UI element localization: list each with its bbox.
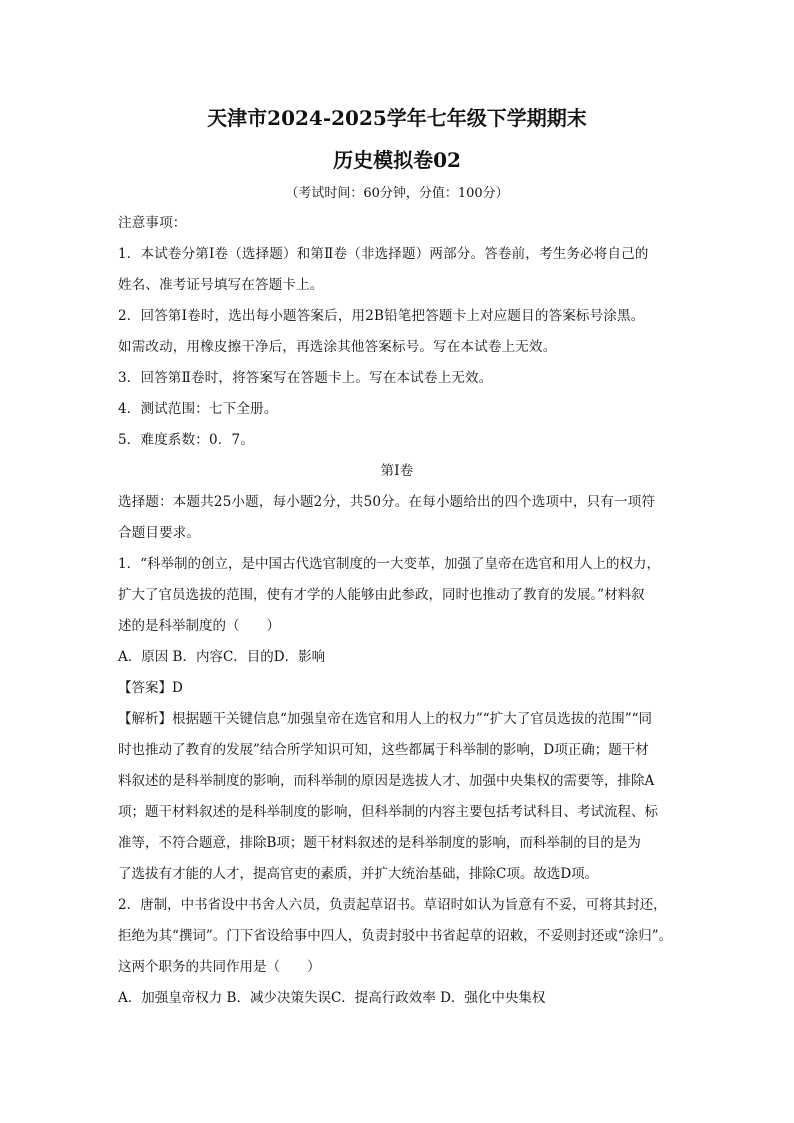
question-1-analysis-line: 时也推动了教育的发展”结合所学知识可知，这些都属于科举制的影响，D项正确；题干材: [118, 742, 649, 758]
question-1-options: A．原因 B．内容C．目的D．影响: [118, 649, 326, 665]
instruction-line: 5．难度系数：0．7。: [118, 432, 254, 448]
question-2-options: A．加强皇帝权力 B．减少决策失误C．提高行政效率 D．强化中央集权: [118, 990, 546, 1006]
exam-info: （考试时间：60分钟，分值：100分）: [285, 186, 509, 201]
instruction-line: 如需改动，用橡皮擦干净后，再选涂其他答案标号。写在本试卷上无效。: [118, 339, 557, 355]
instruction-line: 4．测试范围：七下全册。: [118, 401, 278, 417]
section-intro-line: 选择题：本题共25小题，每小题2分，共50分。在每小题给出的四个选项中，只有一项符: [118, 494, 656, 510]
question-1-stem-line: 述的是科举制度的（ ）: [118, 618, 280, 634]
question-1-analysis-line: 项；题干材料叙述的是科举制度的影响，但科举制的内容主要包括考试科目、考试流程、标: [118, 804, 658, 820]
question-1-stem-line: 1．“科举制的创立，是中国古代选官制度的一大变革，加强了皇帝在选官和用人上的权力，: [118, 556, 660, 572]
document-subtitle: 历史模拟卷02: [333, 148, 461, 172]
instruction-line: 3．回答第Ⅱ卷时，将答案写在答题卡上。写在本试卷上无效。: [118, 370, 493, 386]
instruction-line: 姓名、准考证号填写在答题卡上。: [118, 277, 324, 293]
question-1-analysis-line: 准等，不符合题意，排除B项；题干材料叙述的是科举制度的影响，而科举制的目的是为: [118, 835, 641, 851]
instruction-line: 2．回答第Ⅰ卷时，选出每小题答案后，用2B铅笔把答题卡上对应题目的答案标号涂黑。: [118, 308, 645, 324]
question-1-answer: 【答案】D: [118, 680, 183, 696]
document-title: 天津市2024-2025学年七年级下学期期末: [207, 106, 587, 130]
question-1-analysis-line: 【解析】根据题干关键信息“加强皇帝在选官和用人上的权力”“扩大了官员选拔的范围”“同: [118, 711, 653, 727]
question-1-stem-line: 扩大了官员选拔的范围，使有才学的人能够由此参政，同时也推动了教育的发展。”材料叙: [118, 587, 645, 603]
question-1-analysis-line: 了选拔有才能的人才，提高官吏的素质，并扩大统治基础，排除C项。故选D项。: [118, 866, 599, 882]
section-intro-line: 合题目要求。: [118, 525, 201, 541]
question-2-stem-line: 拒绝为其“撰词”。门下省设给事中四人，负责封驳中书省起草的诏敕，不妥则封还或“涂归”。: [118, 928, 673, 944]
question-2-stem-line: 这两个职务的共同作用是（ ）: [118, 959, 321, 975]
section-label: 第Ⅰ卷: [380, 463, 414, 479]
instructions-heading: 注意事项：: [118, 215, 187, 231]
question-2-stem-line: 2．唐制，中书省设中书舍人六员，负责起草诏书。草诏时如认为旨意有不妥，可将其封还，: [118, 897, 667, 913]
instruction-line: 1．本试卷分第Ⅰ卷（选择题）和第Ⅱ卷（非选择题）两部分。答卷前，考生务必将自己的: [118, 246, 649, 262]
question-1-analysis-line: 料叙述的是科举制度的影响，而科举制的原因是选拔人才、加强中央集权的需要等，排除A: [118, 773, 655, 789]
